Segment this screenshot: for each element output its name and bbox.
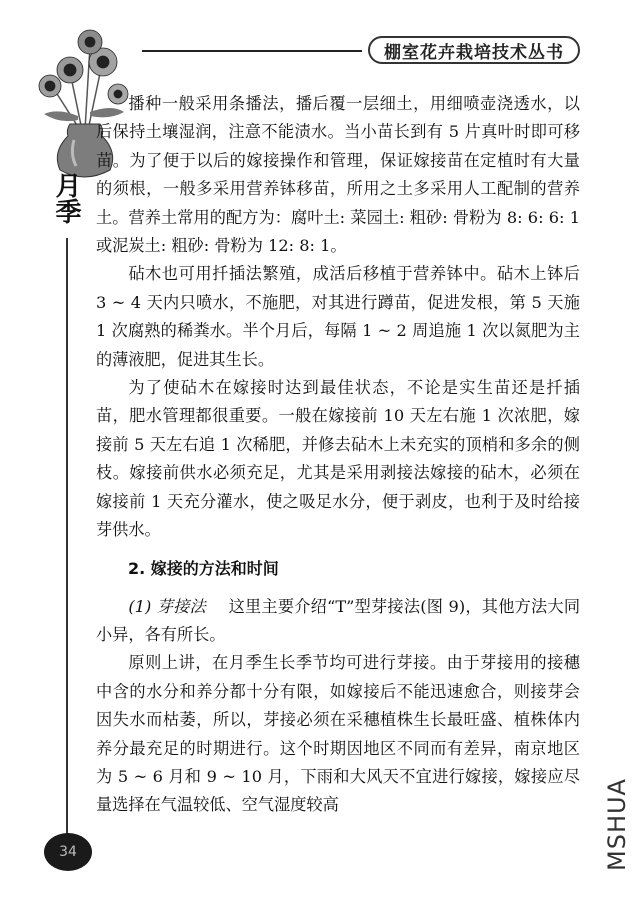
header-rule [142,50,362,52]
paragraph [96,593,580,650]
paragraph: 原则上讲，在月季生长季节均可进行芽接。由于芽接用的接穗中含的水分和养分都十分有限，如嫁接后不能迅速愈合，则接芽会因失水而枯萎，所以，芽接必须在采穗植株生长最旺盛、植株体内养分最充足的时期进行。这个时期因地区不同而有差异，南京地区为 5 ~ 6 月和 9 ~ 10 月，下雨和大风天不宜进行嫁接，嫁接应尽量选择在气温较低、空气湿度较高 [96,653,580,815]
watermark: MSHUA [603,778,631,872]
chapter-side-title: 月季 [51,172,81,224]
section-heading: 2. 嫁接的方法和时间 [128,558,279,578]
subsection-label: (1) 芽接法 [128,596,206,616]
series-title: 棚室花卉栽培技术丛书 [368,36,580,64]
paragraph: 播种一般采用条播法，播后覆一层细土，用细喷壶浇透水，以后保持土壤湿润，注意不能渍水。当小苗长到有 5 片真叶时即可移苗。为了便于以后的嫁接操作和管理，保证嫁接苗在定植时有大量的须根，一般多采用营养钵移苗，所用之土多采用人工配制的营养土。营养土常用的配方为：腐叶土: 菜园土: 粗砂: 骨粉为 8: 6: 6: 1 或泥炭土: 粗砂: 骨粉为 12: 8: 1。 [96,94,580,256]
side-rule [66,238,68,838]
page-body [96,90,580,820]
paragraph: 为了使砧木在嫁接时达到最佳状态，不论是实生苗还是扦插苗，肥水管理都很重要。一般在嫁接前 10 天左右施 1 次浓肥，嫁接前 5 天左右追 1 次稀肥，并修去砧木上未充实的顶梢和多余的侧枝。嫁接前供水必须充足，尤其是采用剥接法嫁接的砧木，必须在嫁接前 1 天充分灌水，使之吸足水分，便于剥皮，也利于及时给接芽供水。 [96,378,580,540]
paragraph-text: 这里主要介绍“T”型芽接法(图 9)，其他方法大同小异，各有所长。 [96,596,581,644]
paragraph: 砧木也可用扦插法繁殖，成活后移植于营养钵中。砧木上钵后 3 ~ 4 天内只喷水，不施肥，对其进行蹲苗，促进发根，第 5 天施 1 次腐熟的稀粪水。半个月后，每隔 1 ~ 2 周追施 1 次以氮肥为主的薄液肥，促进其生长。 [96,264,580,369]
page-number: 34 [44,833,92,871]
